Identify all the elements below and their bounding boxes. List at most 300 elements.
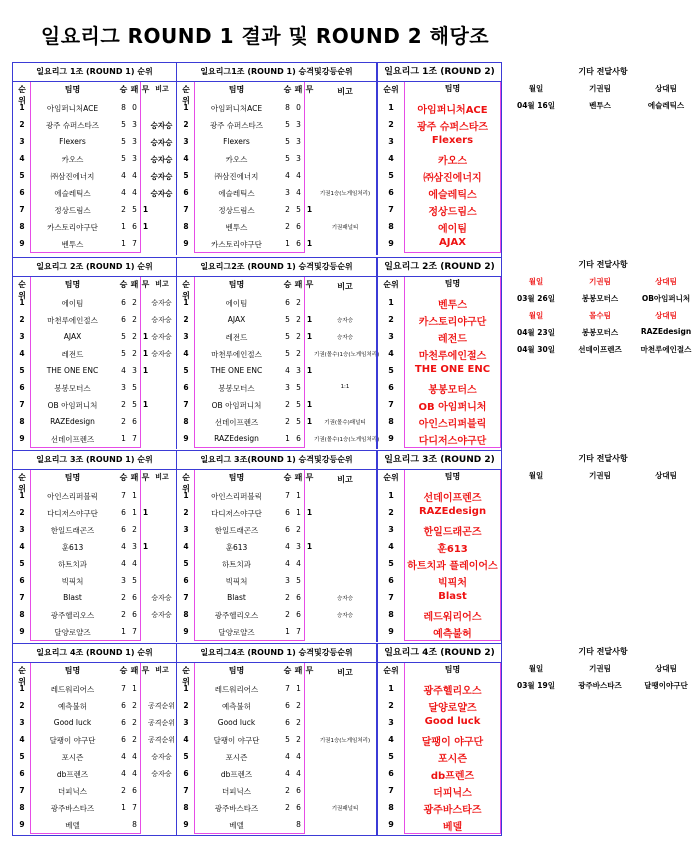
header-rank: 순위 <box>18 666 26 686</box>
team-cell: 더피닉스 <box>58 787 87 796</box>
group-block <box>13 63 501 255</box>
win-cell: 2 <box>285 593 290 602</box>
team-cell: 정상드림스 <box>428 207 477 218</box>
loss-cell: 6 <box>132 593 137 602</box>
round1-standings <box>13 451 176 642</box>
rank-cell: 3 <box>19 332 25 341</box>
draw-cell: 1 <box>306 205 313 214</box>
round2-assignment <box>376 644 501 835</box>
draw-cell: 1 <box>306 417 313 426</box>
rank-cell: 6 <box>388 576 394 585</box>
rank-cell: 2 <box>19 120 25 129</box>
note-cell: 승자승 <box>150 138 173 147</box>
win-cell: 5 <box>285 120 290 129</box>
team-grid-lines <box>194 469 305 641</box>
header-rule <box>177 469 376 470</box>
header-team: 팀명 <box>64 666 81 675</box>
loss-cell: 2 <box>132 349 137 358</box>
team-cell: 한일드래곤즈 <box>214 526 259 535</box>
team-cell: 하트치과 플레이어스 <box>407 561 498 572</box>
loss-cell: 2 <box>296 315 301 324</box>
team-cell: 레전드 <box>438 334 467 345</box>
win-cell: 5 <box>121 120 126 129</box>
win-cell: 6 <box>121 315 126 324</box>
win-cell: 3 <box>121 383 126 392</box>
win-cell: 5 <box>121 349 126 358</box>
header-rank: 순위 <box>18 473 26 493</box>
team-cell: 광주헬리오스 <box>50 611 95 620</box>
header-win: 승 <box>119 85 128 94</box>
team-cell: 레전드 <box>61 350 84 359</box>
note-cell: 공격순위 <box>147 736 176 744</box>
loss-cell: 2 <box>132 718 137 727</box>
note-cell: 승자승 <box>151 753 172 761</box>
win-cell: 4 <box>285 171 290 180</box>
header-note: 비고 <box>155 666 169 674</box>
note-cell: 승자승 <box>337 613 353 619</box>
notice-header-cell: 월일 <box>528 84 544 93</box>
notice-header-cell: 상대팀 <box>655 277 677 286</box>
loss-cell: 4 <box>296 752 301 761</box>
header-draw: 무 <box>305 85 314 94</box>
win-cell: 8 <box>121 103 126 112</box>
win-cell: 4 <box>121 752 126 761</box>
team-cell: 달양로얄즈 <box>428 703 477 714</box>
rank-cell: 9 <box>19 820 25 829</box>
team-cell: 광주 슈퍼스타즈 <box>209 121 264 130</box>
loss-cell: 5 <box>296 576 301 585</box>
team-cell: 아임퍼니처ACE <box>417 105 488 116</box>
win-cell: 2 <box>121 610 126 619</box>
rank-cell: 9 <box>183 820 189 829</box>
notice-cell: 봉봉모터스 <box>581 294 619 303</box>
win-cell: 5 <box>121 154 126 163</box>
draw-cell: 1 <box>142 349 149 358</box>
header-team: 팀명 <box>228 85 245 94</box>
team-cell: 예측불허 <box>222 702 251 711</box>
header-rule <box>378 276 501 277</box>
header-rule <box>378 662 501 663</box>
header-win: 승 <box>119 280 128 289</box>
team-grid-lines <box>30 662 141 834</box>
header-rank: 순위 <box>383 85 399 94</box>
win-cell: 3 <box>285 383 290 392</box>
loss-cell: 4 <box>296 559 301 568</box>
win-cell: 6 <box>285 701 290 710</box>
header-draw: 무 <box>141 473 150 482</box>
note-cell: 승자승 <box>151 350 172 358</box>
rank-cell: 4 <box>183 349 189 358</box>
loss-cell: 5 <box>296 417 301 426</box>
rank-cell: 3 <box>183 137 189 146</box>
win-cell: 6 <box>121 735 126 744</box>
rank-cell: 5 <box>388 752 394 761</box>
rank-cell: 7 <box>183 786 189 795</box>
note-cell: 승자승 <box>337 318 353 324</box>
rank-cell: 4 <box>183 542 189 551</box>
loss-cell: 2 <box>296 718 301 727</box>
win-cell: 1 <box>285 239 290 248</box>
team-cell: 아인스리퍼블릭 <box>211 492 262 501</box>
header-win: 승 <box>119 666 128 675</box>
team-grid-lines <box>404 662 501 834</box>
team-cell: OB 아임퍼니처 <box>211 401 262 410</box>
team-cell: 다디저스야구단 <box>418 436 487 447</box>
notice-cell: 마천루에인절스 <box>640 345 692 354</box>
team-cell: 카스토리야구단 <box>47 223 98 232</box>
note-cell: 기권(몰수)1승(노게임처리) <box>314 352 380 358</box>
rank-cell: 3 <box>19 718 25 727</box>
note-cell: 승자승 <box>337 596 353 602</box>
team-cell: 한일드래곤즈 <box>423 527 482 538</box>
win-cell: 1 <box>285 434 290 443</box>
rank-cell: 4 <box>19 735 25 744</box>
note-cell: 기권1승(노게임처리) <box>319 191 371 197</box>
header-team: 팀명 <box>228 666 245 675</box>
group-block <box>13 643 501 835</box>
notice-header-cell: 몰수팀 <box>589 311 611 320</box>
rank-cell: 4 <box>19 154 25 163</box>
draw-cell: 1 <box>142 400 149 409</box>
loss-cell: 2 <box>132 332 137 341</box>
rank-cell: 9 <box>183 627 189 636</box>
header-rank: 순위 <box>182 85 190 105</box>
rank-cell: 1 <box>388 298 394 307</box>
header-team: 팀명 <box>64 473 81 482</box>
team-cell: RAZEdesign <box>50 417 95 426</box>
rank-cell: 2 <box>388 701 394 710</box>
loss-cell: 1 <box>296 684 301 693</box>
rank-cell: 4 <box>388 542 394 551</box>
note-cell: 승자승 <box>151 611 172 619</box>
note-cell: 1:1 <box>340 384 350 390</box>
rank-cell: 8 <box>388 803 394 812</box>
loss-cell: 5 <box>296 400 301 409</box>
round1-title: 일요리그 4조 (ROUND 1) 순위 <box>36 648 153 657</box>
rank-cell: 3 <box>19 525 25 534</box>
notice-header-cell: 월일 <box>528 664 544 673</box>
promotion-title: 일요리그2조 (ROUND 1) 승격및강등순위 <box>200 262 353 271</box>
team-cell: db프렌즈 <box>430 771 475 782</box>
win-cell: 3 <box>121 576 126 585</box>
team-cell: THE ONE ENC <box>414 364 491 375</box>
team-cell: 베델 <box>229 821 244 830</box>
header-rank: 순위 <box>383 473 399 482</box>
team-cell: 베델 <box>442 822 463 833</box>
notice-header <box>506 307 700 324</box>
note-cell: 기권1승(노게임처리) <box>319 738 371 744</box>
win-cell: 6 <box>121 718 126 727</box>
loss-cell: 3 <box>296 120 301 129</box>
loss-cell: 6 <box>296 222 301 231</box>
win-cell: 7 <box>121 684 126 693</box>
win-cell: 5 <box>285 154 290 163</box>
loss-cell: 2 <box>132 735 137 744</box>
win-cell: 6 <box>285 508 290 517</box>
team-cell: 빅픽처 <box>438 578 467 589</box>
team-cell: 예측불허 <box>433 629 472 640</box>
header-note: 비고 <box>337 87 353 96</box>
draw-cell: 1 <box>306 332 313 341</box>
team-cell: 카오스 <box>225 155 248 164</box>
rank-cell: 8 <box>19 803 25 812</box>
notice-header <box>506 467 700 484</box>
rank-cell: 2 <box>183 701 189 710</box>
round1-title: 일요리그 1조 (ROUND 1) 순위 <box>36 67 153 76</box>
header-rule <box>177 276 376 277</box>
win-cell: 2 <box>121 593 126 602</box>
win-cell: 2 <box>285 400 290 409</box>
header-rule <box>378 469 501 470</box>
rank-cell: 6 <box>183 188 189 197</box>
loss-cell: 5 <box>132 576 137 585</box>
team-cell: 에슬레틱스 <box>54 189 91 198</box>
team-cell: Blast <box>438 591 467 602</box>
notice-header-cell: 기권팀 <box>589 664 611 673</box>
team-cell: RAZEdesign <box>418 506 487 517</box>
notice-title: 기타 전달사항 <box>578 454 628 463</box>
rank-cell: 4 <box>388 154 394 163</box>
loss-cell: 1 <box>296 491 301 500</box>
team-cell: ㈜삼진에너지 <box>214 172 259 181</box>
rank-cell: 4 <box>19 349 25 358</box>
rank-cell: 6 <box>19 383 25 392</box>
rank-cell: 8 <box>183 417 189 426</box>
win-cell: 1 <box>121 803 126 812</box>
round1-standings <box>13 644 176 835</box>
team-cell: 예측불허 <box>58 702 87 711</box>
loss-cell: 1 <box>132 491 137 500</box>
team-grid-lines <box>404 81 501 253</box>
group-block <box>13 450 501 642</box>
rank-cell: 7 <box>183 593 189 602</box>
team-cell: 광주 슈퍼스타즈 <box>416 122 489 133</box>
team-cell: 에이팀 <box>61 299 84 308</box>
team-cell: db프렌즈 <box>56 770 89 779</box>
notice-cell: 03월 19일 <box>517 681 555 690</box>
round2-title: 일요리그 4조 (ROUND 2) <box>384 648 495 658</box>
rank-cell: 2 <box>388 508 394 517</box>
win-cell: 6 <box>121 508 126 517</box>
loss-cell: 2 <box>296 735 301 744</box>
rank-cell: 7 <box>388 205 394 214</box>
loss-cell: 3 <box>132 542 137 551</box>
notice-header-cell: 기권팀 <box>589 277 611 286</box>
loss-cell: 3 <box>296 366 301 375</box>
team-cell: ㈜삼진에너지 <box>50 172 95 181</box>
rank-cell: 8 <box>183 610 189 619</box>
win-cell: 5 <box>285 137 290 146</box>
promotion-standings <box>176 258 380 449</box>
team-cell: 달팽이 야구단 <box>421 737 484 748</box>
notice-cell: 광주바스타즈 <box>578 681 622 690</box>
loss-cell: 2 <box>132 701 137 710</box>
team-cell: 더피닉스 <box>433 788 472 799</box>
team-grid-lines <box>30 469 141 641</box>
loss-cell: 7 <box>132 434 137 443</box>
loss-cell: 4 <box>296 769 301 778</box>
rank-cell: 8 <box>388 417 394 426</box>
note-cell: 승자승 <box>150 121 173 130</box>
win-cell: 2 <box>121 786 126 795</box>
team-cell: 카스토리야구단 <box>211 240 262 249</box>
team-cell: 광주헬리오스 <box>423 686 482 697</box>
rank-cell: 9 <box>19 434 25 443</box>
header-rank: 순위 <box>182 666 190 686</box>
team-grid-lines <box>194 662 305 834</box>
rank-cell: 2 <box>183 120 189 129</box>
header-win: 승 <box>119 473 128 482</box>
rank-cell: 1 <box>19 103 25 112</box>
win-cell: 1 <box>121 222 126 231</box>
win-cell: 6 <box>285 298 290 307</box>
header-team: 팀명 <box>444 279 461 288</box>
loss-cell: 4 <box>296 171 301 180</box>
team-cell: 벤투스 <box>61 240 84 249</box>
loss-cell: 5 <box>296 205 301 214</box>
win-cell: 4 <box>121 171 126 180</box>
team-cell: 아인스리퍼블릭 <box>47 492 98 501</box>
team-cell: Flexers <box>59 137 86 146</box>
team-cell: ㈜삼진에너지 <box>423 173 482 184</box>
header-win: 승 <box>283 85 292 94</box>
draw-cell: 1 <box>142 542 149 551</box>
note-cell: 승자승 <box>151 770 172 778</box>
team-cell: OB 아임퍼니처 <box>418 402 487 413</box>
rank-cell: 6 <box>19 769 25 778</box>
rank-cell: 5 <box>183 752 189 761</box>
win-cell: 4 <box>121 769 126 778</box>
rank-cell: 5 <box>19 171 25 180</box>
header-rule <box>13 276 176 277</box>
rank-cell: 1 <box>183 491 189 500</box>
rank-cell: 1 <box>19 298 25 307</box>
round1-title: 일요리그 2조 (ROUND 1) 순위 <box>36 262 153 271</box>
loss-cell: 3 <box>296 154 301 163</box>
loss-cell: 6 <box>132 786 137 795</box>
rank-cell: 6 <box>388 383 394 392</box>
round2-assignment <box>376 451 501 642</box>
round2-assignment <box>376 258 501 449</box>
loss-cell: 2 <box>296 701 301 710</box>
loss-cell: 6 <box>296 610 301 619</box>
team-cell: Flexers <box>431 135 474 146</box>
team-cell: 달팽이 야구단 <box>49 736 96 745</box>
notice-cell: 봉봉모터스 <box>581 328 619 337</box>
team-cell: 정상드림스 <box>218 206 255 215</box>
promotion-standings <box>176 451 376 642</box>
team-cell: 에슬레틱스 <box>218 189 255 198</box>
team-cell: 레드워리어스 <box>214 685 259 694</box>
rank-cell: 2 <box>388 315 394 324</box>
note-cell: 공격순위 <box>147 719 176 727</box>
loss-cell: 3 <box>132 366 137 375</box>
rank-cell: 5 <box>388 559 394 568</box>
win-cell: 4 <box>121 559 126 568</box>
header-team: 팀명 <box>444 665 461 674</box>
team-cell: 하트치과 <box>222 560 251 569</box>
header-draw: 무 <box>305 473 314 482</box>
round2-assignment <box>376 63 501 255</box>
loss-cell: 2 <box>132 298 137 307</box>
rank-cell: 9 <box>388 239 394 248</box>
header-win: 승 <box>283 666 292 675</box>
win-cell: 7 <box>285 491 290 500</box>
team-cell: 다디저스야구단 <box>47 509 98 518</box>
rank-cell: 1 <box>19 491 25 500</box>
loss-cell: 7 <box>132 627 137 636</box>
loss-cell: 6 <box>296 593 301 602</box>
team-cell: 레드워리어스 <box>423 612 482 623</box>
win-cell: 5 <box>121 137 126 146</box>
draw-cell: 1 <box>142 508 149 517</box>
loss-cell: 1 <box>296 508 301 517</box>
loss-cell: 4 <box>296 188 301 197</box>
header-loss: 패 <box>294 666 303 675</box>
team-cell: 빅픽처 <box>225 577 248 586</box>
draw-cell: 1 <box>142 222 149 231</box>
round2-title: 일요리그 1조 (ROUND 2) <box>384 67 495 77</box>
header-note: 비고 <box>155 280 169 288</box>
rank-cell: 5 <box>388 171 394 180</box>
team-cell: Flexers <box>223 137 250 146</box>
header-rank: 순위 <box>383 666 399 675</box>
header-loss: 패 <box>130 473 139 482</box>
rank-cell: 4 <box>388 735 394 744</box>
notice-header-cell: 상대팀 <box>655 664 677 673</box>
rank-cell: 7 <box>19 400 25 409</box>
loss-cell: 2 <box>296 298 301 307</box>
team-cell: 정상드림스 <box>54 206 91 215</box>
rank-cell: 8 <box>388 610 394 619</box>
team-cell: AJAX <box>63 332 82 341</box>
rank-cell: 5 <box>183 559 189 568</box>
notice-header-cell: 상대팀 <box>655 471 677 480</box>
header-win: 승 <box>283 473 292 482</box>
header-draw: 무 <box>141 666 150 675</box>
team-cell: 선데이프렌즈 <box>50 435 95 444</box>
draw-cell: 1 <box>306 366 313 375</box>
rank-cell: 7 <box>19 593 25 602</box>
round1-standings <box>13 258 176 449</box>
promotion-standings <box>176 644 376 835</box>
team-grid-lines <box>194 276 305 448</box>
loss-cell: 7 <box>296 627 301 636</box>
rank-cell: 9 <box>388 820 394 829</box>
win-cell: 2 <box>285 610 290 619</box>
team-grid-lines <box>194 81 305 253</box>
header-win: 승 <box>283 280 292 289</box>
header-note: 비고 <box>155 473 169 481</box>
loss-cell: 6 <box>296 239 301 248</box>
team-grid-lines <box>30 81 141 253</box>
rank-cell: 5 <box>388 366 394 375</box>
loss-cell: 7 <box>132 803 137 812</box>
header-rank: 순위 <box>182 473 190 493</box>
team-cell: Good luck <box>53 718 92 727</box>
header-rank: 순위 <box>18 85 26 105</box>
notice-header-cell: 기권팀 <box>589 84 611 93</box>
notice-row <box>506 677 700 694</box>
loss-cell: 3 <box>132 120 137 129</box>
notice-header-cell: 월일 <box>528 311 544 320</box>
notice-cell: 벤투스 <box>589 101 611 110</box>
rank-cell: 5 <box>19 752 25 761</box>
loss-cell: 3 <box>132 137 137 146</box>
rank-cell: 5 <box>183 366 189 375</box>
header-draw: 무 <box>305 280 314 289</box>
promotion-title: 일요리그1조 (ROUND 1) 승격및강등순위 <box>200 67 353 76</box>
